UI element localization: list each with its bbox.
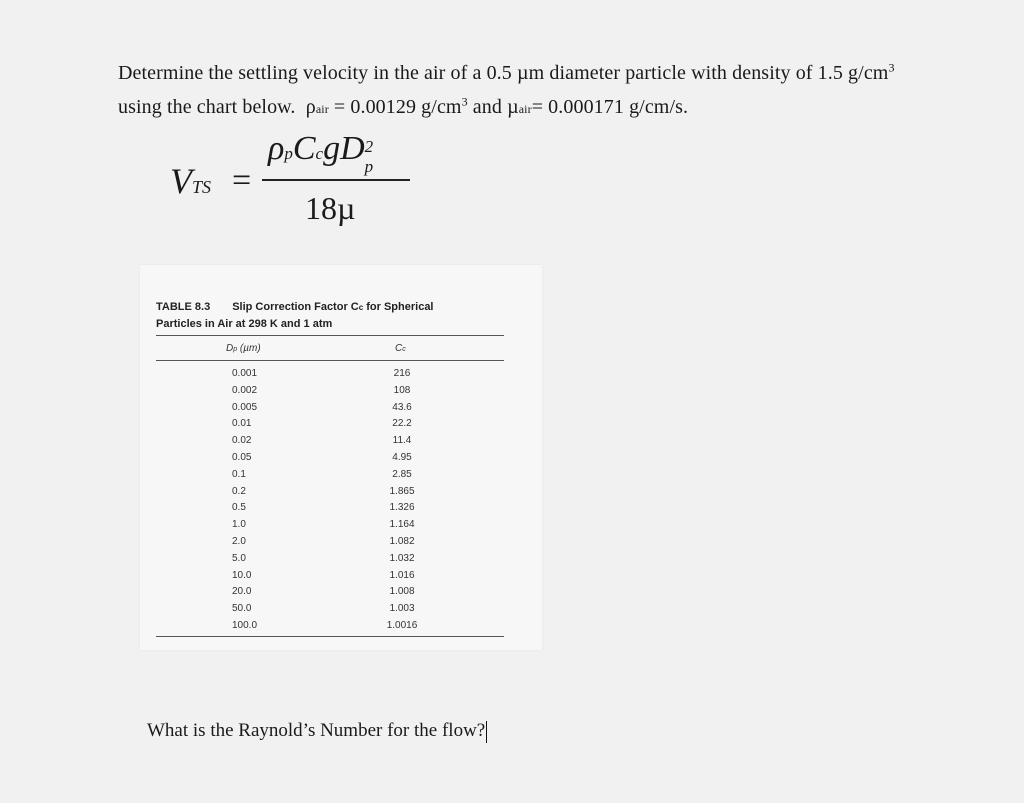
- table-row: [140, 502, 542, 519]
- diameter-cell: 0.001: [232, 368, 258, 379]
- mu-air-value: = 0.000171 g/cm/s.: [531, 96, 689, 118]
- column-dp-unit: (µm): [239, 343, 261, 354]
- table-row: [140, 418, 542, 435]
- diameter-cell: 100.0: [232, 619, 258, 631]
- diameter-cell: 0.002: [232, 384, 258, 396]
- diameter-cell: 0.1: [232, 468, 246, 480]
- diameter-cell: 0.01: [232, 418, 252, 430]
- table-row: [140, 553, 542, 570]
- formula-denominator: 18µ: [305, 190, 356, 226]
- diameter-cell: 0.02: [232, 435, 252, 447]
- question-label: What is the Raynold’s Number for the flow?: [147, 720, 486, 741]
- formula-rho: ρ: [268, 130, 285, 167]
- cc-cell: 1.164: [389, 519, 415, 531]
- cc-cell: 22.2: [392, 418, 412, 430]
- table-header-rule: [156, 360, 504, 361]
- mu-air-symbol: µ: [507, 96, 519, 118]
- table-bottom-rule: [156, 636, 504, 637]
- cc-cell: 1.008: [389, 586, 415, 598]
- diameter-cell: 5.0: [232, 552, 246, 564]
- diameter-cell: 2.0: [232, 535, 246, 547]
- diameter-cell: 50.0: [232, 603, 252, 615]
- table-row: [140, 603, 542, 620]
- formula-c: C: [292, 130, 316, 167]
- cc-cell: 1.865: [389, 485, 415, 497]
- diameter-cell: 0.005: [232, 401, 258, 413]
- problem-statement: [118, 56, 1018, 126]
- cc-cell: 11.4: [392, 435, 412, 447]
- table-title-subscript: c: [358, 303, 364, 312]
- table-row: [140, 586, 542, 603]
- diameter-cell: 10.0: [232, 569, 252, 581]
- formula-gd: gD: [323, 130, 365, 167]
- formula-ts-subscript: TS: [192, 177, 212, 197]
- table-row: [140, 452, 542, 469]
- column-header-cc: [395, 343, 406, 354]
- cc-cell: 108: [393, 384, 411, 396]
- cc-cell: 2.85: [392, 468, 412, 480]
- question-text: [147, 720, 487, 743]
- table-title-line-1-end: for Spherical: [366, 301, 434, 313]
- table-top-rule: [156, 335, 504, 336]
- table-label: TABLE 8.3: [156, 301, 211, 313]
- table-title-line-1: Slip Correction Factor C: [232, 301, 359, 313]
- diameter-cell: 0.5: [232, 502, 246, 514]
- formula-lhs: [170, 160, 211, 202]
- table-row: [140, 486, 542, 503]
- cc-cell: 1.003: [389, 603, 415, 615]
- table-row: [140, 385, 542, 402]
- cc-cell: 1.082: [389, 535, 415, 547]
- cc-cell: 1.0016: [386, 619, 418, 631]
- fraction-bar: [262, 179, 410, 181]
- column-cc-subscript: c: [402, 346, 406, 353]
- diameter-cell: 0.05: [232, 451, 252, 463]
- table-caption: [156, 299, 526, 332]
- diameter-cell: 0.2: [232, 485, 246, 497]
- cubic-superscript: 3: [888, 60, 895, 75]
- cc-cell: 4.95: [392, 451, 412, 463]
- column-dp-symbol: D: [226, 343, 234, 354]
- table-row: [140, 620, 542, 637]
- table-row: [140, 469, 542, 486]
- problem-line-2-prefix: using the chart below.: [118, 96, 296, 118]
- table-row: [140, 519, 542, 536]
- formula-d-subscript: p: [364, 157, 374, 176]
- table-body: [140, 368, 542, 637]
- cc-cell: 1.016: [389, 569, 415, 581]
- column-cc-symbol: C: [395, 343, 403, 354]
- diameter-cell: 20.0: [232, 586, 252, 598]
- formula-c-subscript: c: [315, 144, 324, 163]
- cc-cell: 1.032: [389, 552, 415, 564]
- formula-numerator: [268, 130, 377, 176]
- formula-rho-subscript: p: [284, 144, 293, 163]
- table-title-line-2: Particles in Air at 298 K and 1 atm: [156, 318, 333, 330]
- settling-velocity-formula: [170, 130, 430, 240]
- formula-v: V: [170, 161, 192, 201]
- diameter-cell: 1.0: [232, 519, 246, 531]
- rho-cubic-superscript: 3: [461, 94, 468, 109]
- rho-air-subscript: air: [315, 102, 329, 116]
- table-row: [140, 435, 542, 452]
- rho-air-value: = 0.00129 g/cm: [333, 96, 462, 118]
- and-word: and: [472, 96, 502, 118]
- cc-cell: 216: [393, 368, 411, 379]
- column-header-diameter: [226, 343, 261, 354]
- cc-cell: 1.326: [389, 502, 415, 514]
- cc-cell: 43.6: [392, 401, 412, 413]
- column-dp-subscript: p: [233, 346, 238, 353]
- formula-d-superscript: 2: [364, 137, 374, 156]
- mu-air-subscript: air: [518, 102, 532, 116]
- problem-line-1-text: Determine the settling velocity in the air of a 0.5 µm diameter particle with density of 1.5 g/cm: [118, 62, 889, 84]
- table-row: [140, 570, 542, 587]
- table-row: [140, 536, 542, 553]
- text-cursor: [486, 721, 487, 743]
- rho-air-symbol: ρ: [305, 96, 316, 118]
- table-row: [140, 368, 542, 385]
- table-row: [140, 402, 542, 419]
- problem-line-1: [118, 56, 1018, 90]
- formula-equals: =: [232, 162, 252, 199]
- slip-correction-table: [140, 265, 542, 650]
- problem-line-2: [118, 90, 1018, 126]
